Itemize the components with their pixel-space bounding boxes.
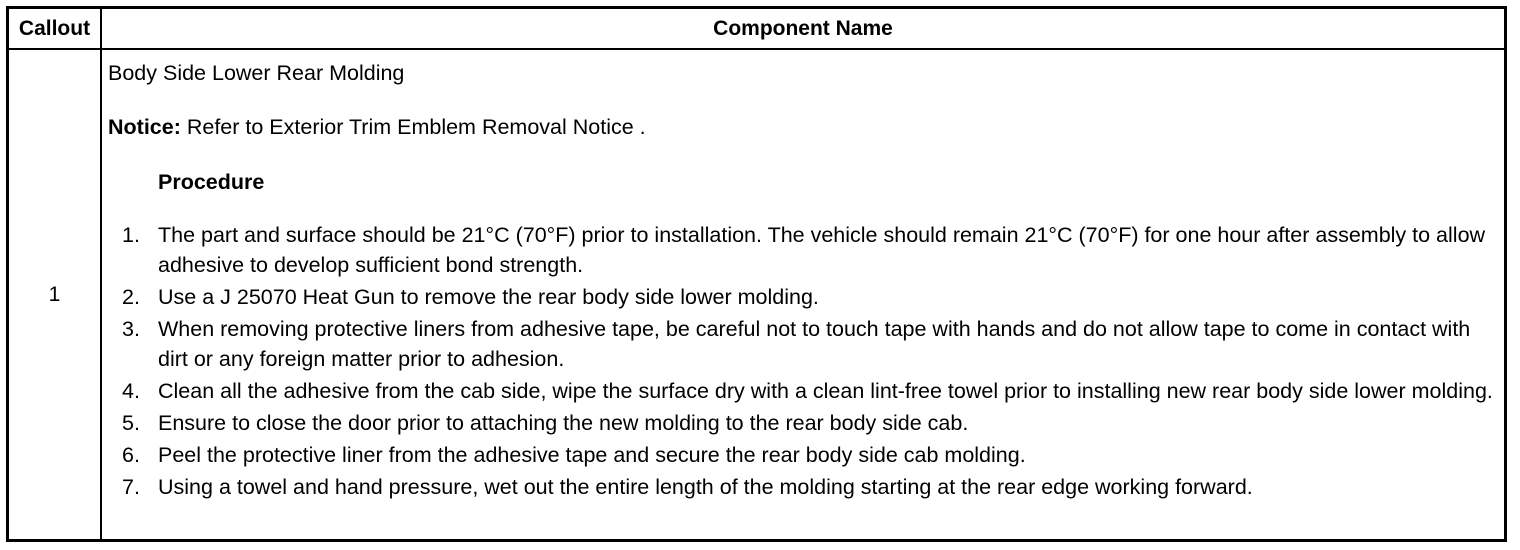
step-number: 5. (122, 411, 140, 435)
step-text: Clean all the adhesive from the cab side, wipe the surface dry with a clean lint-free towel prior to installing new rear body side lower molding. (158, 379, 1493, 403)
notice-line (108, 112, 646, 142)
step-text: Use a J 25070 Heat Gun to remove the rear body side lower molding. (158, 285, 819, 309)
header-callout: Callout (9, 9, 102, 50)
procedure-step (102, 376, 1502, 406)
procedure-steps (102, 220, 1502, 504)
step-text: Ensure to close the door prior to attaching the new molding to the rear body side cab. (158, 411, 969, 435)
step-number: 7. (122, 475, 140, 499)
procedure-step (102, 472, 1502, 502)
procedure-step (102, 220, 1502, 280)
step-text: When removing protective liners from adhesive tape, be careful not to touch tape with hands and do not allow tape to come in contact with dirt or any foreign matter prior to adhesion. (158, 317, 1471, 371)
header-component-name: Component Name (102, 9, 1504, 50)
notice-text: Refer to Exterior Trim Emblem Removal Notice . (180, 115, 646, 139)
step-number: 4. (122, 379, 140, 403)
step-text: Using a towel and hand pressure, wet out the entire length of the molding starting at the rear edge working forward. (158, 475, 1253, 499)
step-number: 1. (122, 223, 140, 247)
callout-number: 1 (9, 50, 102, 539)
procedure-step (102, 314, 1502, 374)
component-cell (102, 50, 1504, 539)
procedure-step (102, 408, 1502, 438)
step-number: 6. (122, 443, 140, 467)
step-text: Peel the protective liner from the adhesive tape and secure the rear body side cab molding. (158, 443, 1026, 467)
procedure-step (102, 440, 1502, 470)
notice-label: Notice: (108, 115, 181, 139)
component-table (6, 6, 1507, 542)
step-text: The part and surface should be 21°C (70°F) prior to installation. The vehicle should remain 21°C (70°F) for one hour after assembly to allow adhesive to develop sufficient bond strength. (158, 223, 1486, 277)
step-number: 3. (122, 317, 140, 341)
procedure-heading: Procedure (158, 170, 265, 194)
component-title: Body Side Lower Rear Molding (108, 61, 405, 85)
step-number: 2. (122, 285, 140, 309)
procedure-step (102, 282, 1502, 312)
